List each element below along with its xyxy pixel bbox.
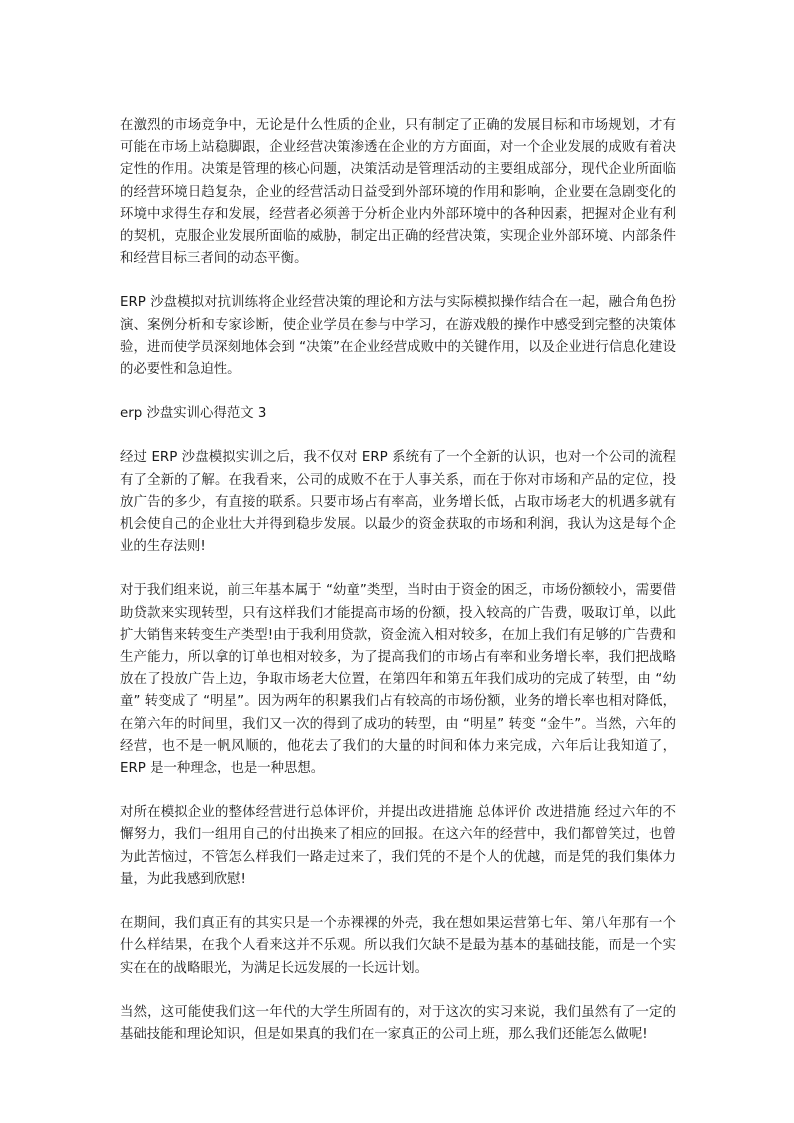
paragraph-strategic-vision: 在期间，我们真正有的其实只是一个赤裸裸的外壳，我在想如果运营第七年、第八年那有一个什么样结果，在我个人看来这并不乐观。所以我们欠缺不是最为基本的基础技能，而是一个实实在在的战略眼光，为满足长远发展的一长远计划。 xyxy=(120,916,676,976)
paragraph-conclusion: 当然，这可能使我们这一年代的大学生所固有的，对于这次的实习来说，我们虽然有了一定的基础技能和理论知识，但是如果真的我们在一家真正的公司上班，那么我们还能怎么做呢! xyxy=(120,1004,676,1042)
section-heading: erp 沙盘实训心得范文 3 xyxy=(120,406,267,422)
paragraph-market-competition: 在激烈的市场竞争中，无论是什么性质的企业，只有制定了正确的发展目标和市场规划，才有可能在市场上站稳脚跟，企业经营决策渗透在企业的方方面面，对一个企业发展的成败有着决定性的作用。决策是管理的核心问题，决策活动是管理活动的主要组成部分，现代企业所面临的经营环境日趋复杂，企业的经营活动日益受到外部环境的作用和影响，企业要在急剧变化的环境中求得生存和发展，经营者必须善于分析企业内外部环境中的各种因素，把握对企业有利的契机，克服企业发展所面临的威胁，制定出正确的经营决策，实现企业外部环境、内部条件和经营目标三者间的动态平衡。 xyxy=(120,118,676,267)
paragraph-erp-experience: 经过 ERP 沙盘模拟实训之后，我不仅对 ERP 系统有了一个全新的认识，也对一个公司的流程有了全新的了解。在我看来，公司的成败不在于人事关系，而在于你对市场和产品的定位，投放广告的多少，有直接的联系。只要市场占有率高，业务增长低，占取市场老大的机遇多就有机会使自己的企业壮大并得到稳步发展。以最少的资金获取的市场和利润，我认为这是每个企业的生存法则! xyxy=(120,450,676,555)
paragraph-group-transformation: 对于我们组来说，前三年基本属于 “幼童”类型，当时由于资金的困乏，市场份额较小，需要借助贷款来实现转型，只有这样我们才能提高市场的份额，投入较高的广告费，吸取订单，以此扩大销售来转变生产类型!由于我利用贷款，资金流入相对较多，在加上我们有足够的广告费和生产能力，所以拿的订单也相对较多，为了提高我们的市场占有率和业务增长率，我们把战略放在了投放广告上边，争取市场老大位置，在第四年和第五年我们成功的完成了转型，由 “幼童” 转变成了 “明星”。因为两年的积累我们占有较高的市场份额，业务的增长率也相对降低，在第六年的时间里，我们又一次的得到了成功的转型，由 “明星” 转变 “金牛”。当然，六年的经营，也不是一帆风顺的，他花去了我们的大量的时间和体力来完成，六年后让我知道了，ERP 是一种理念，也是一种思想。 xyxy=(120,583,676,777)
paragraph-erp-sandbox-training: ERP 沙盘模拟对抗训练将企业经营决策的理论和方法与实际模拟操作结合在一起，融合角色扮演、案例分析和专家诊断，使企业学员在参与中学习，在游戏般的操作中感受到完整的决策体验，进而使学员深刻地体会到 “决策”在企业经营成败中的关键作用，以及企业进行信息化建设的必要性和急迫性。 xyxy=(120,295,676,378)
paragraph-overall-evaluation: 对所在模拟企业的整体经营进行总体评价，并提出改进措施 总体评价 改进措施 经过六年的不懈努力，我们一组用自己的付出换来了相应的回报。在这六年的经营中，我们都曾笑过，也曾为此苦恼过，不管怎么样我们一路走过来了，我们凭的不是个人的优越，而是凭的我们集体力量，为此我感到欣慰! xyxy=(120,805,676,887)
document-body xyxy=(120,115,676,1068)
